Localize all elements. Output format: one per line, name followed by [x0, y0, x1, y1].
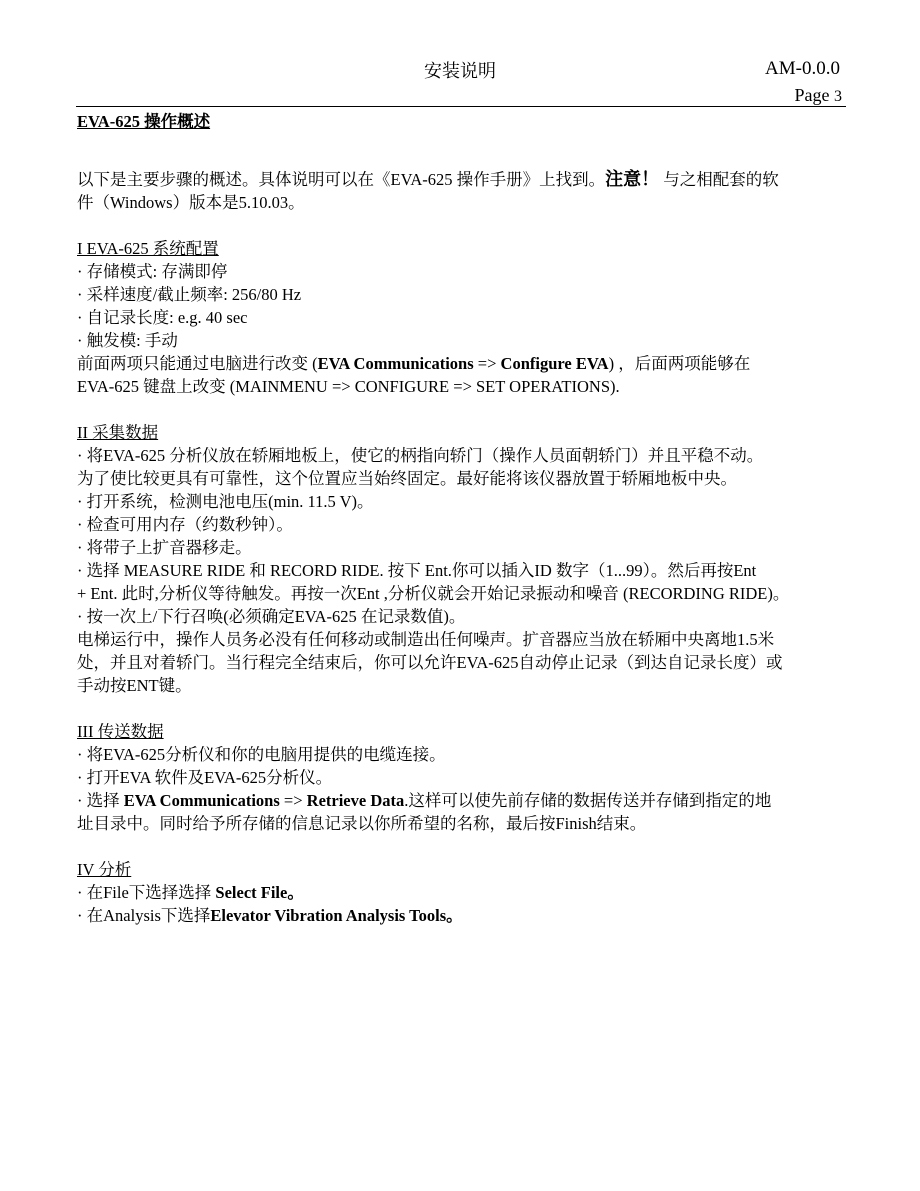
menu-eva-communications: EVA Communications: [123, 791, 280, 810]
menu-analysis-tools: Elevator Vibration Analysis Tools。: [210, 906, 463, 925]
header-divider: [76, 106, 846, 107]
paragraph-line: · 将EVA-625 分析仪放在轿厢地板上，使它的柄指向轿门（操作人员面朝轿门）并且平稳不动。: [77, 446, 764, 465]
paragraph-line: · 检查可用内存（约数秒钟）。: [77, 515, 293, 534]
list-item: · 存储模式: 存满即停: [77, 262, 228, 281]
paragraph-line: 为了使比较更具有可靠性，这个位置应当始终固定。最好能将该仪器放置于轿厢地板中央。: [77, 469, 737, 488]
page-number: 3: [834, 88, 842, 105]
arrow-text: =>: [473, 354, 501, 373]
menu-configure-eva: Configure EVA: [500, 354, 609, 373]
menu-retrieve-data: Retrieve Data: [306, 791, 405, 810]
paragraph-line: 址目录中。同时给予所存储的信息记录以你所希望的名称，最后按Finish结束。: [77, 814, 647, 833]
text: · 在File下选择选择: [77, 883, 216, 902]
paragraph-line: 手动按ENT键。: [77, 676, 192, 695]
section-4-heading: IV 分析: [77, 860, 132, 879]
section-2-heading: II 采集数据: [77, 423, 159, 442]
list-item: · 自记录长度: e.g. 40 sec: [77, 308, 248, 327]
paragraph-line: · 打开EVA 软件及EVA-625分析仪。: [77, 768, 333, 787]
page-label: Page: [794, 85, 830, 105]
document-body: [77, 110, 857, 927]
menu-eva-communications: EVA Communications: [317, 354, 474, 373]
paragraph-line: · 选择 MEASURE RIDE 和 RECORD RIDE. 按下 Ent.你可以插入ID 数字（1...99）。然后再按Ent: [77, 561, 757, 580]
paragraph-line: 处，并且对着轿门。当行程完全结束后，你可以允许EVA-625自动停止记录（到达自记录长度）或: [77, 653, 783, 672]
page-indicator: [795, 85, 843, 106]
paragraph-line: [77, 904, 857, 927]
paragraph-line: [77, 789, 857, 812]
note-text: 前面两项只能通过电脑进行改变 (: [77, 354, 318, 373]
arrow-text: =>: [279, 791, 307, 810]
section-1-note: [77, 352, 857, 375]
text: · 选择: [77, 791, 124, 810]
doc-title: EVA-625 操作概述: [77, 112, 211, 131]
paragraph-line: · 按一次上/下行召唤(必须确定EVA-625 在记录数值)。: [77, 607, 466, 626]
header-title: 安装说明: [424, 61, 496, 81]
intro-line-1: [77, 168, 857, 191]
intro-line-2: 件（Windows）版本是5.10.03。: [77, 193, 305, 212]
list-item: · 采样速度/截止频率: 256/80 Hz: [77, 285, 302, 304]
menu-select-file: Select File。: [215, 883, 304, 902]
notice-label: 注意！: [605, 169, 660, 189]
document-code: AM-0.0.0: [765, 58, 840, 79]
paragraph-line: · 将带子上扩音器移走。: [77, 538, 252, 557]
paragraph-line: · 将EVA-625分析仪和你的电脑用提供的电缆连接。: [77, 745, 446, 764]
paragraph-line: 电梯运行中，操作人员务必没有任何移动或制造出任何噪声。扩音器应当放在轿厢中央离地1.5米: [77, 630, 775, 649]
list-item: · 触发模: 手动: [77, 331, 178, 350]
paragraph-line: + Ent. 此时,分析仪等待触发。再按一次Ent ,分析仪就会开始记录振动和噪音 (RECORDING RIDE)。: [77, 584, 790, 603]
note-text-cont: ) ，后面两项能够在: [608, 354, 751, 373]
section-3-heading: III 传送数据: [77, 722, 164, 741]
text: .这样可以使先前存储的数据传送并存储到指定的地: [404, 791, 772, 810]
paragraph-line: [77, 881, 857, 904]
section-1-note-2: EVA-625 键盘上改变 (MAINMENU => CONFIGURE => SET OPERATIONS).: [77, 377, 620, 396]
intro-text: 以下是主要步骤的概述。具体说明可以在《EVA-625 操作手册》上找到。: [77, 170, 606, 189]
section-1-heading: I EVA-625 系统配置: [77, 239, 219, 258]
intro-text-cont: 与之相配套的软: [663, 170, 779, 189]
text: · 在Analysis下选择: [77, 906, 211, 925]
paragraph-line: · 打开系统，检测电池电压(min. 11.5 V)。: [77, 492, 374, 511]
